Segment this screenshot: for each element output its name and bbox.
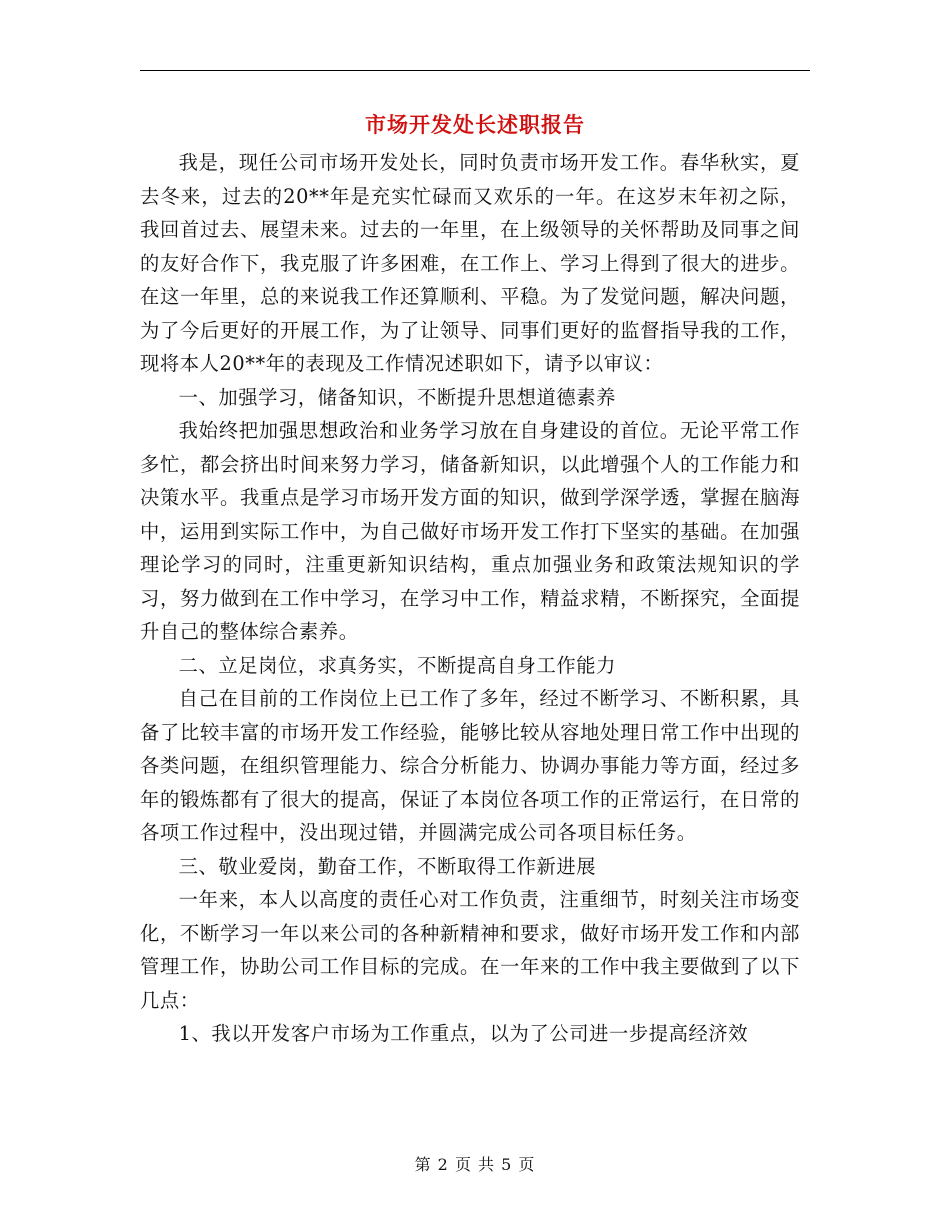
section-heading-3: 三、敬业爱岗，勤奋工作，不断取得工作新进展 xyxy=(178,854,597,878)
paragraph-intro: 我是，现任公司市场开发处长，同时负责市场开发工作。春华秋实，夏去冬来，过去的20**年是充实忙碌而又欢乐的一年。在这岁末年初之际，我回首过去、展望未来。过去的一年里，在上级领导的关怀帮助及同事之间的友好合作下，我克服了许多困难，在工作上、学习上得到了很大的进步。在这一年里，总的来说我工作还算顺利、平稳。为了发觉问题，解决问题，为了今后更好的开展工作，为了让领导、同事们更好的监督指导我的工作，现将本人20**年的表现及工作情况述职如下，请予以审议： xyxy=(140,151,800,375)
paragraph-section-2: 自己在目前的工作岗位上已工作了多年，经过不断学习、不断积累，具备了比较丰富的市场开发工作经验，能够比较从容地处理日常工作中出现的各类问题，在组织管理能力、综合分析能力、协调办事能力等方面，经过多年的锻炼都有了很大的提高，保证了本岗位各项工作的正常运行，在日常的各项工作过程中，没出现过错，并圆满完成公司各项目标任务。 xyxy=(140,687,800,844)
section-heading-2: 二、立足岗位，求真务实，不断提高自身工作能力 xyxy=(178,653,616,677)
document-title: 市场开发处长述职报告 xyxy=(365,112,585,137)
paragraph-point-1: 1、我以开发客户市场为工作重点，以为了公司进一步提高经济效 xyxy=(178,1022,749,1045)
paragraph-section-3: 一年来，本人以高度的责任心对工作负责，注重细节，时刻关注市场变化，不断学习一年以来公司的各种新精神和要求，做好市场开发工作和内部管理工作，协助公司工作目标的完成。在一年来的工作中我主要做到了以下几点： xyxy=(140,888,800,1012)
footer-middle: 页 共 xyxy=(454,1155,496,1174)
footer-prefix: 第 xyxy=(414,1155,432,1174)
footer-suffix: 页 xyxy=(518,1155,536,1174)
section-heading-1: 一、加强学习，储备知识，不断提升思想道德素养 xyxy=(178,385,616,409)
document-body xyxy=(140,146,800,1051)
paragraph-section-1: 我始终把加强思想政治和业务学习放在自身建设的首位。无论平常工作多忙，都会挤出时间来努力学习，储备新知识，以此增强个人的工作能力和决策水平。我重点是学习市场开发方面的知识，做到学深学透，掌握在脑海中，运用到实际工作中，为自己做好市场开发工作打下坚实的基础。在加强理论学习的同时，注重更新知识结构，重点加强业务和政策法规知识的学习，努力做到在工作中学习，在学习中工作，精益求精，不断探究，全面提升自己的整体综合素养。 xyxy=(140,419,800,643)
footer-page-number: 2 xyxy=(437,1155,449,1174)
footer-total-pages: 5 xyxy=(501,1155,513,1174)
page-footer xyxy=(0,1152,950,1175)
header-rule xyxy=(140,70,810,71)
